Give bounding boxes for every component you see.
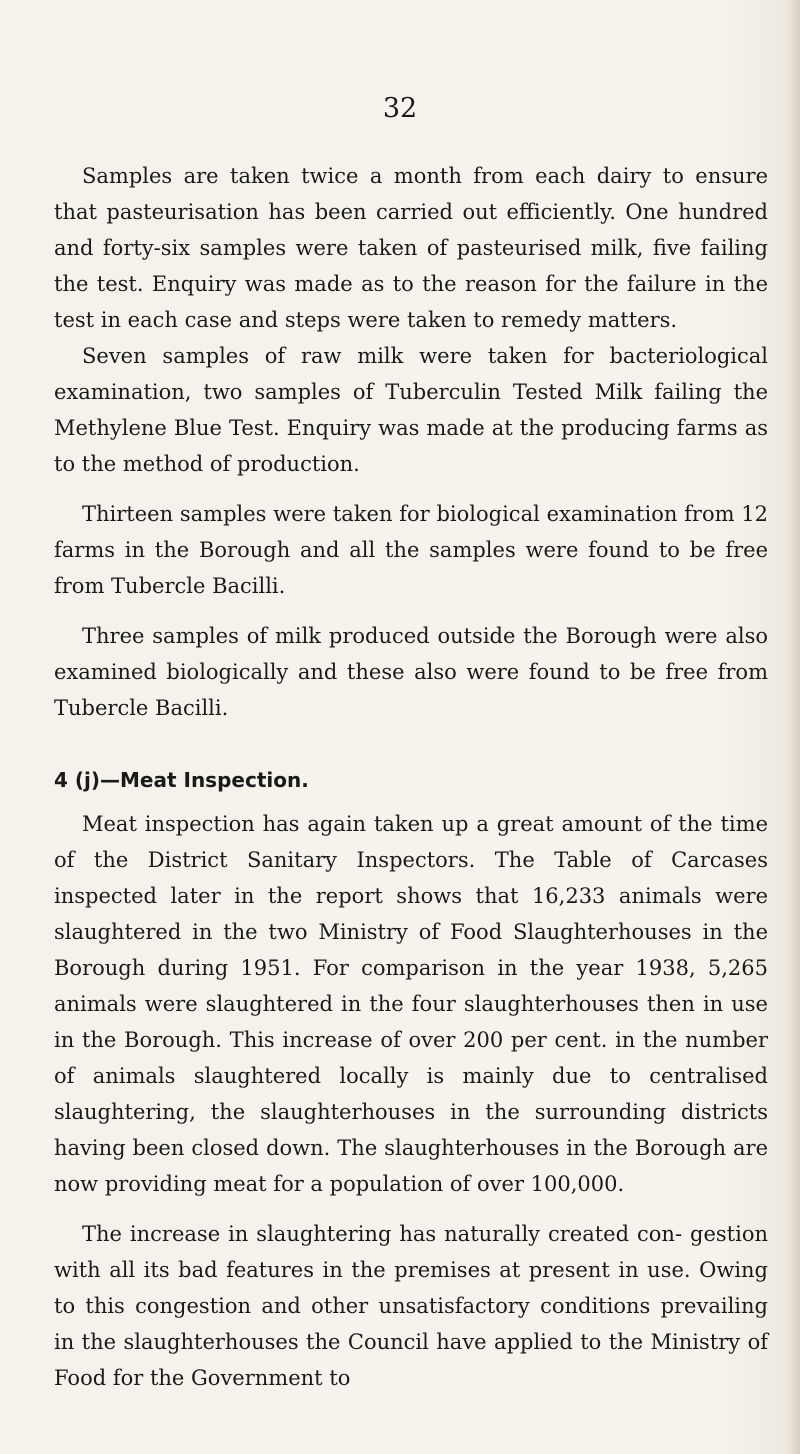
paragraph-congestion: The increase in slaughtering has naturally created con- gestion with all its bad features in the premises at present in use. Owing to this congestion and other unsatisfactory conditions prevailing in the slaughterhouses the Council have applied to the Ministry of Food for the Government to	[54, 1222, 768, 1390]
paragraph-raw-milk: Seven samples of raw milk were taken for bacteriological examination, two samples of Tuberculin Tested Milk failing the Methylene Blue Test. Enquiry was made at the producing farms as to the method of production.	[54, 344, 768, 476]
page-edge-shadow	[786, 0, 800, 1454]
paragraph-biological-examination: Thirteen samples were taken for biological examination from 12 farms in the Borough and all the samples were found to be free from Tubercle Bacilli.	[54, 502, 768, 598]
paragraph-pasteurisation: Samples are taken twice a month from each dairy to ensure that pasteurisation has been carried out efficiently. One hundred and forty-six samples were taken of pasteurised milk, five failing the test. Enquiry was made as to the reason for the failure in the test in each case and steps were taken to remedy matters.	[54, 164, 768, 332]
paragraph-meat-inspection: Meat inspection has again taken up a great amount of the time of the District Sanitary Inspectors. The Table of Carcases inspected later in the report shows that 16,233 animals were slaughtered in the two Ministry of Food Slaughterhouses in the Borough during 1951. For comparison in the year 1938, 5,265 animals were slaughtered in the four slaughterhouses then in use in the Borough. This increase of over 200 per cent. in the number of animals slaughtered locally is mainly due to centralised slaughtering, the slaughterhouses in the surrounding districts having been closed down. The slaughterhouses in the Borough are now providing meat for a population of over 100,000.	[54, 812, 768, 1196]
paragraph-outside-borough: Three samples of milk produced outside the Borough were also examined biologically and these also were found to be free from Tubercle Bacilli.	[54, 624, 768, 720]
section-heading-meat-inspection: 4 (j)—Meat Inspection.	[54, 768, 309, 792]
page-number: 32	[382, 93, 418, 124]
page-body	[54, 158, 768, 1396]
